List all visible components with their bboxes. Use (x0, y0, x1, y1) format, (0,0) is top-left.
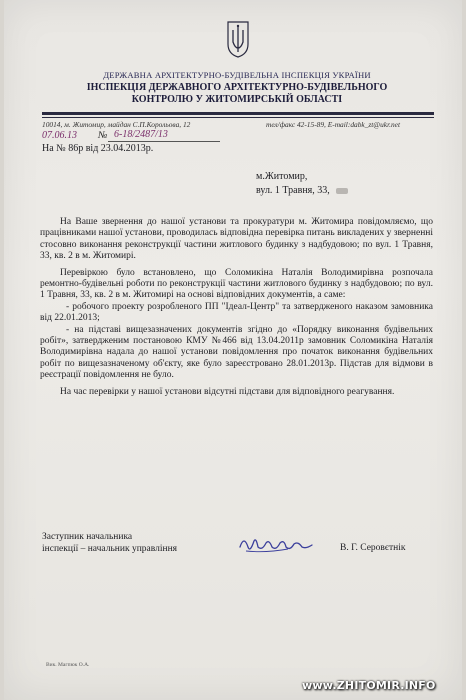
header-rule-thick (42, 112, 434, 115)
paragraph-2: Перевіркою було встановлено, що Соломикіна Наталія Володимирівна розпочала ремонтно-будівельні роботи по реконструкції частини житлового будинку з надбудовою; по вул. 1 Травня, 33, кв. 2 в м. Житомирі на основі відповідних документів, а саме: (40, 267, 433, 301)
letter-body (40, 217, 433, 403)
site-watermark: www.ZHITOMIR.INFO (302, 679, 436, 692)
contacts: тел/факс 42-15-89, E-mail:dabk_zt@ukr.net (266, 120, 401, 129)
recipient-city: м.Житомир, (256, 171, 308, 182)
recipient-street (256, 184, 348, 198)
signer-title-line2: інспекції – начальник управління (42, 544, 178, 554)
registration-date: 07.06.13 (42, 130, 77, 141)
paragraph-1: На Ваше звернення до нашої установи та прокуратури м. Житомира повідомляємо, що працівниками нашої установи, проводилась відповідна перевірка питань викладених у зверненні стосовно виконання реконструкції частини житлового будинку з надбудовою; по вул. 1 Травня, 33, кв. 2 в м. Житомирі. (40, 217, 433, 262)
agency-name: ДЕРЖАВНА АРХІТЕКТУРНО-БУДІВЕЛЬНА ІНСПЕКЦІЯ УКРАЇНИ (103, 70, 371, 80)
coat-of-arms-icon (226, 18, 250, 58)
registration-underline (108, 141, 220, 142)
executor-note: Вик. Магпюк О.А. (46, 662, 90, 668)
inspection-name (4, 82, 466, 106)
registration-no-label: № (98, 130, 108, 141)
list-item-1: - робочого проекту розробленого ПП "Ідеал-Центр" та затвердженого наказом замовника від 22.01.2013; (40, 301, 433, 324)
paragraph-3: На час перевірки у нашої установи відсутні підстави для відповідного реагування. (60, 386, 395, 397)
inspection-name-line1: ІНСПЕКЦІЯ ДЕРЖАВНОГО АРХІТЕКТУРНО-БУДІВЕЛЬНОГО (86, 82, 388, 93)
signer-title-line1: Заступник начальника (42, 532, 133, 542)
letter-page (4, 0, 462, 700)
handwritten-signature-icon (236, 533, 316, 555)
address: 10014, м. Житомир, майдан С.П.Корольова, 12 (42, 120, 191, 129)
signer-title (42, 531, 177, 555)
header-rule-thin (42, 117, 434, 118)
recipient-block (256, 170, 348, 198)
signer-name: В. Г. Серовєтнік (340, 543, 406, 553)
redaction-mark (336, 188, 348, 194)
list-item-2: - на підставі вищезазначених документів згідно до «Порядку виконання будівельних робіт», затвердженим постановою КМУ №466 від 13.04.2011р замовник Соломикіна Наталія Володимирівна надала до нашої установи повідомлення про початок виконання будівельних робіт по вищезазначеному об'єкту, яке було зареєстровано 28.01.2013р. Підстав для відмови в реєстрації повідомлення не було. (40, 324, 433, 381)
registration-number: 6-18/2487/13 (114, 129, 168, 140)
inspection-name-line2: КОНТРОЛЮ У ЖИТОМИРСЬКІЙ ОБЛАСТІ (131, 94, 343, 105)
reference-line: На № 86р від 23.04.2013р. (42, 143, 154, 154)
recipient-street-text: вул. 1 Травня, 33, (256, 185, 330, 196)
